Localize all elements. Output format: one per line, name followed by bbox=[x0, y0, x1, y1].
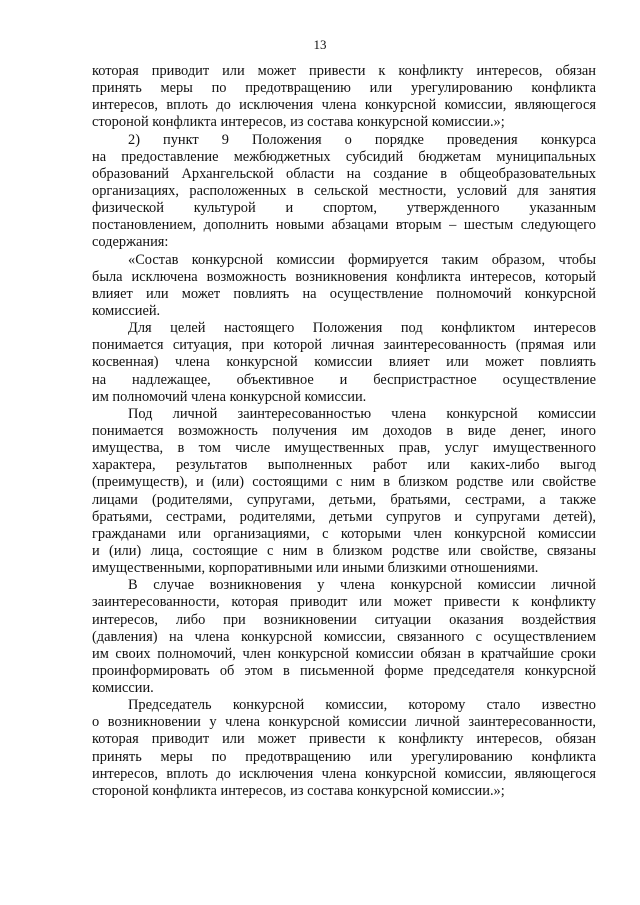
document-body bbox=[92, 63, 596, 800]
text-line: имущества, в том числе имущественных прав, услуг имущественного bbox=[92, 440, 596, 457]
text-line: лицами (родителями, супругами, детьми, братьями, сестрами, а также bbox=[92, 491, 596, 508]
text-line: постановлением, дополнить новыми абзацами вторым – шестым следующего bbox=[92, 217, 596, 234]
text-line: о возникновении у члена конкурсной комиссии личной заинтересованности, bbox=[92, 714, 596, 731]
text-line: имущественными, корпоративными или иными близкими отношениями. bbox=[92, 560, 539, 577]
text-line: стороной конфликта интересов, из состава конкурсной комиссии.»; bbox=[92, 782, 505, 799]
text-line: понимается возможность получения им доходов в виде денег, иного bbox=[92, 422, 596, 439]
text-line: принять меры по предотвращению или урегулированию конфликта bbox=[92, 80, 596, 97]
text-line: организациях, расположенных в сельской местности, условий для занятия bbox=[92, 182, 596, 199]
text-line: интересов, либо при возникновении ситуации оказания воздействия bbox=[92, 611, 596, 628]
text-line: Для целей настоящего Положения под конфликтом интересов bbox=[128, 320, 596, 337]
text-line: комиссии. bbox=[92, 680, 154, 697]
text-line: которая приводит или может привести к конфликту интересов, обязан bbox=[92, 731, 596, 748]
text-line: (давления) на члена конкурсной комиссии, связанного с осуществлением bbox=[92, 628, 596, 645]
text-line: интересов, вплоть до исключения члена конкурсной комиссии, являющегося bbox=[92, 97, 596, 114]
text-line: Под личной заинтересованностью члена конкурсной комиссии bbox=[128, 405, 596, 422]
text-line: которая приводит или может привести к конфликту интересов, обязан bbox=[92, 63, 596, 79]
text-line: влияет или может повлиять на осуществление полномочий конкурсной bbox=[92, 285, 596, 302]
text-line: проинформировать об этом в письменной форме председателя конкурсной bbox=[92, 662, 596, 679]
text-line: 2) пункт 9 Положения о порядке проведения конкурса bbox=[128, 131, 596, 148]
text-line: характера, результатов выполненных работ или каких-либо выгод bbox=[92, 457, 596, 474]
text-line: образований Архангельской области на создание в общеобразовательных bbox=[92, 165, 596, 182]
text-line: принять меры по предотвращению или урегулированию конфликта bbox=[92, 748, 596, 765]
text-line: на надлежащее, объективное и беспристрастное осуществление bbox=[92, 371, 596, 388]
text-line: интересов, вплоть до исключения члена конкурсной комиссии, являющегося bbox=[92, 765, 596, 782]
text-line: «Состав конкурсной комиссии формируется таким образом, чтобы bbox=[128, 251, 596, 268]
text-line: им своих полномочий, член конкурсной комиссии обязан в кратчайшие сроки bbox=[92, 645, 596, 662]
text-line: В случае возникновения у члена конкурсной комиссии личной bbox=[128, 577, 596, 594]
text-line: (преимуществ), и (или) состоящими с ним в близком родстве или свойстве bbox=[92, 474, 596, 491]
text-line: на предоставление межбюджетных субсидий бюджетам муниципальных bbox=[92, 148, 596, 165]
text-line: братьями, сестрами, родителями, детьми супругов и супругами детей), bbox=[92, 508, 596, 525]
text-line: косвенная) члена конкурсной комиссии влияет или может повлиять bbox=[92, 354, 596, 371]
text-line: физической культурой и спортом, утвержденного указанным bbox=[92, 200, 596, 217]
text-line: содержания: bbox=[92, 234, 169, 251]
text-line: была исключена возможность возникновения конфликта интересов, который bbox=[92, 268, 596, 285]
text-line: комиссией. bbox=[92, 302, 161, 319]
text-line: понимается ситуация, при которой личная заинтересованность (прямая или bbox=[92, 337, 596, 354]
text-line: стороной конфликта интересов, из состава конкурсной комиссии.»; bbox=[92, 114, 505, 131]
text-line: им полномочий члена конкурсной комиссии. bbox=[92, 388, 367, 405]
text-line: заинтересованности, которая приводит или может привести к конфликту bbox=[92, 594, 596, 611]
text-line: и (или) лица, состоящие с ним в близком родстве или свойстве, связаны bbox=[92, 542, 596, 559]
text-line: гражданами или организациями, с которыми член конкурсной комиссии bbox=[92, 525, 596, 542]
page-number: 13 bbox=[313, 37, 327, 52]
text-line: Председатель конкурсной комиссии, которому стало известно bbox=[128, 697, 596, 714]
